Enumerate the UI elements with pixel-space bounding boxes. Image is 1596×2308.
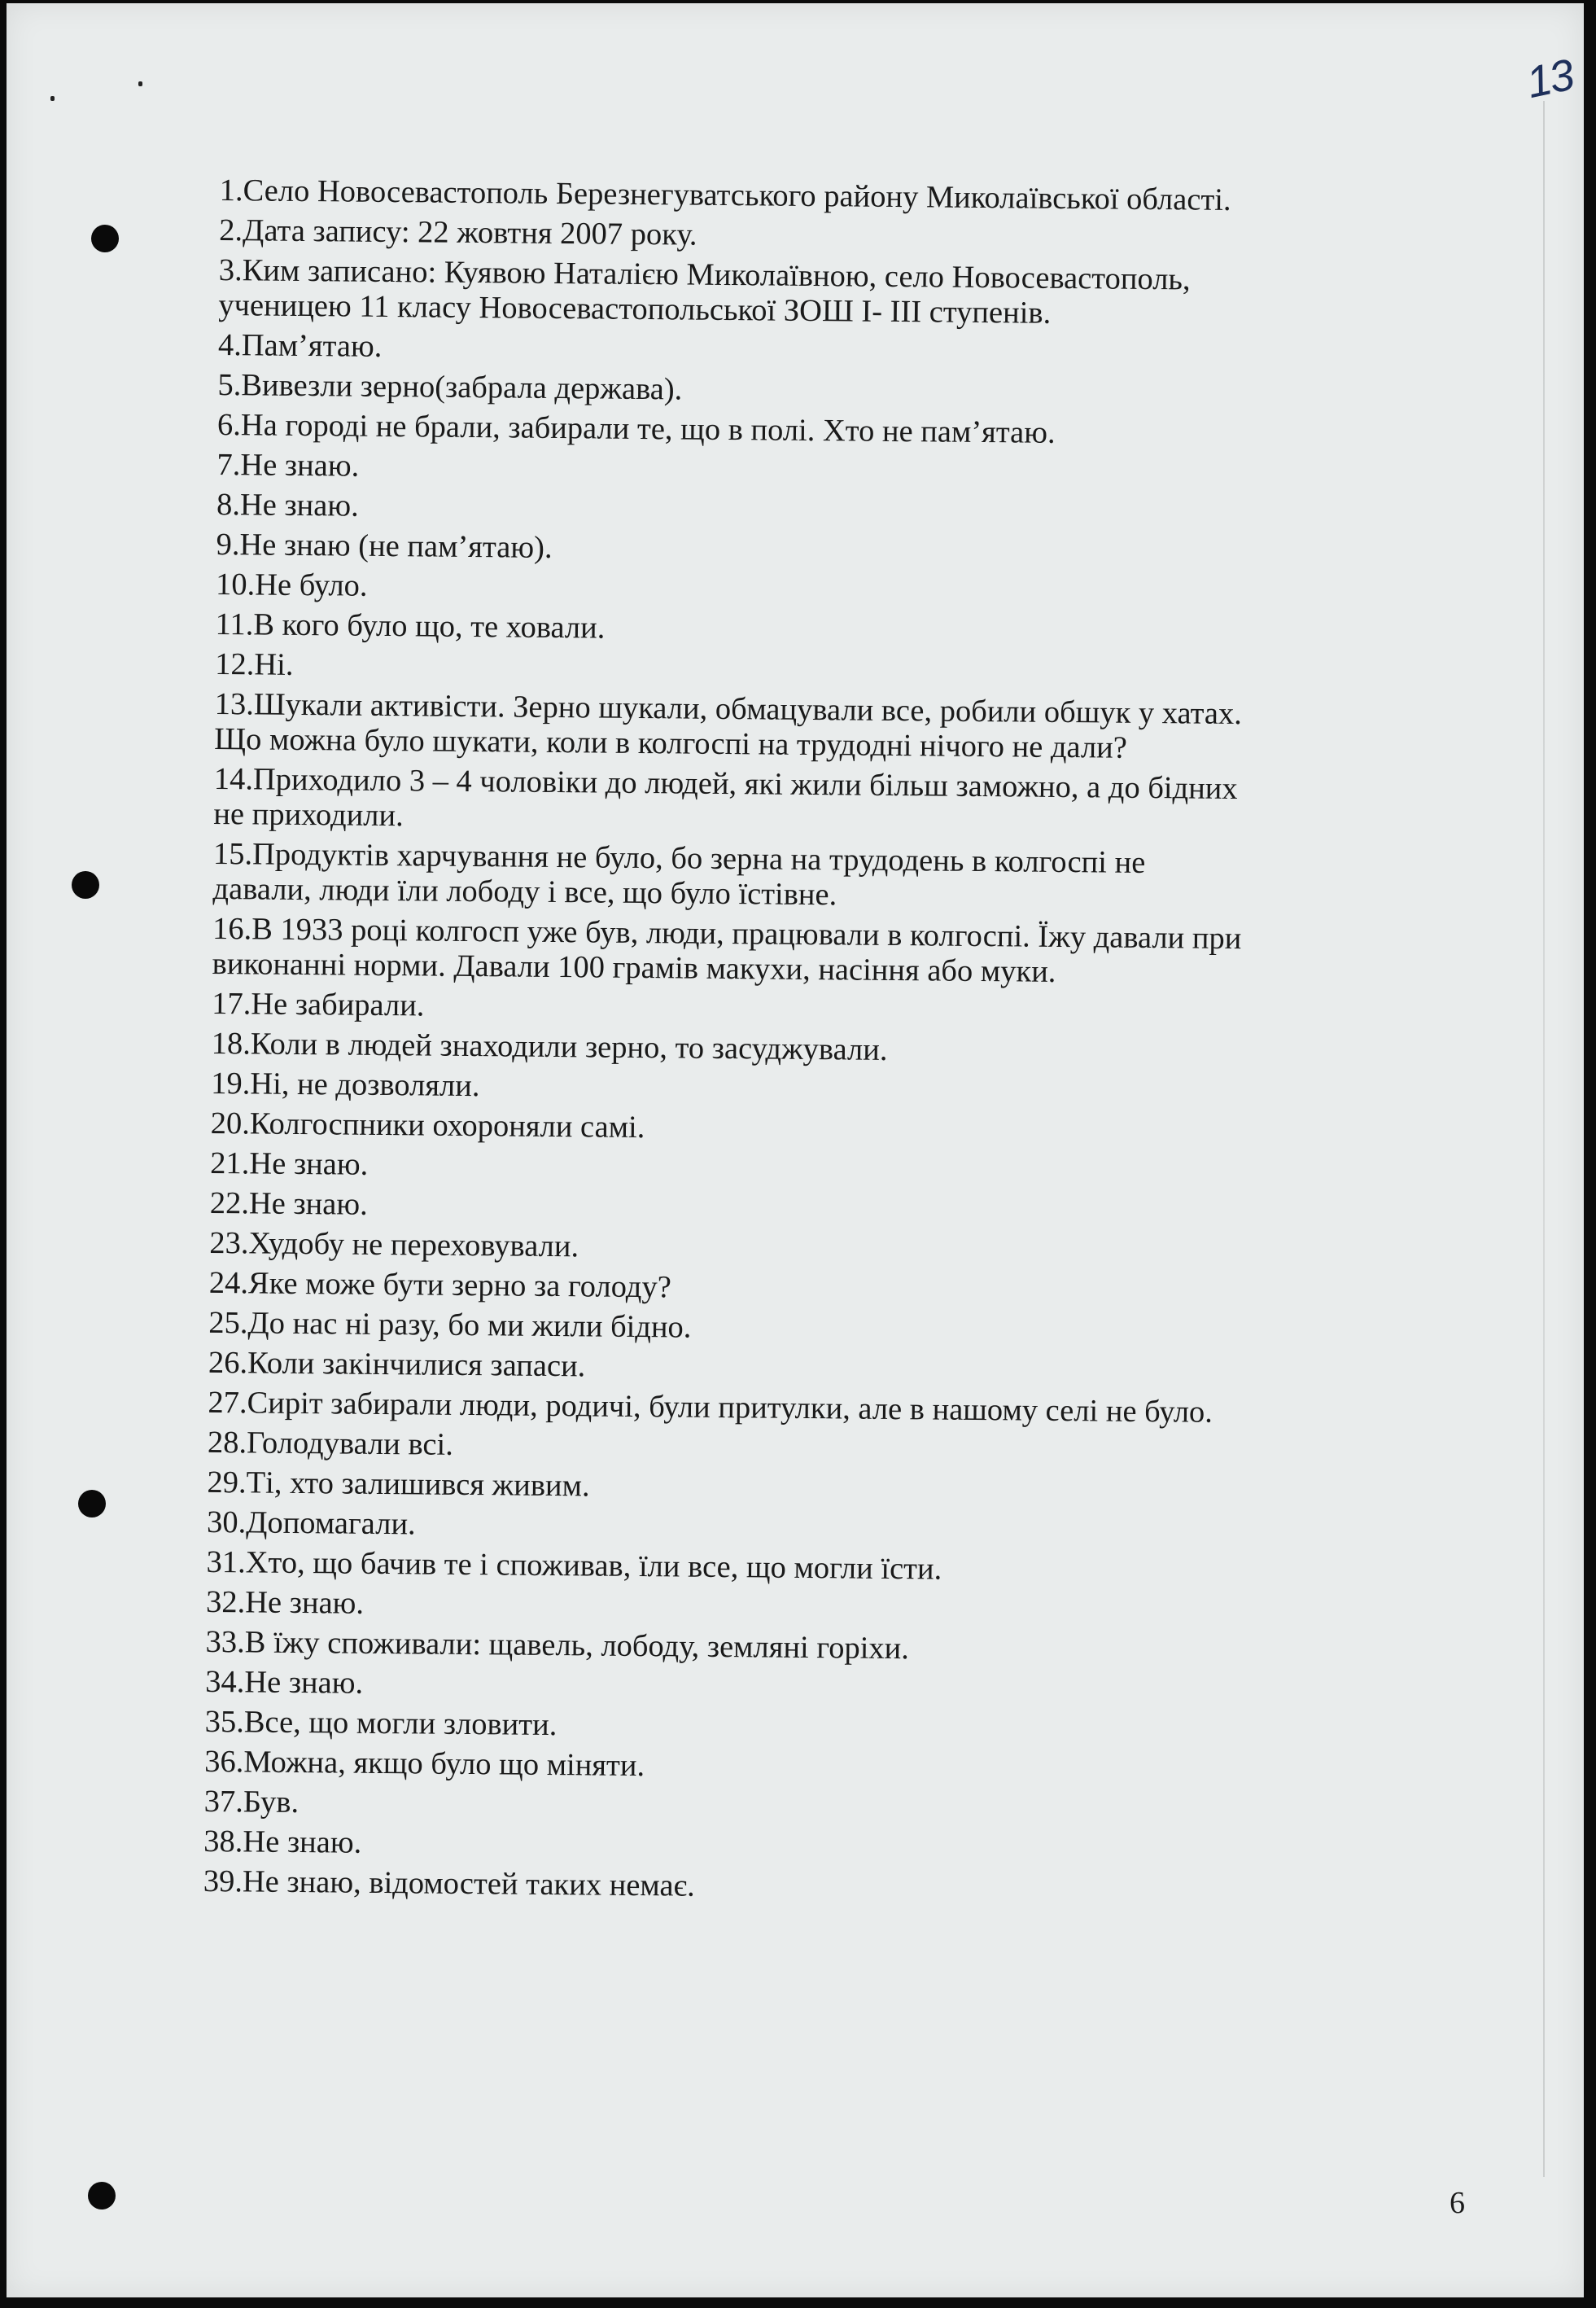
text-line: 14.Приходило 3 – 4 чоловіки до людей, які жили більш заможно, а до бідних (213, 761, 1238, 807)
text-line: 11.В кого було що, те ховали. (215, 607, 606, 646)
speck (50, 96, 55, 101)
punch-hole (91, 225, 119, 252)
text-line: не приходили. (213, 796, 404, 834)
paper-edge (1543, 101, 1545, 2177)
document-body (203, 171, 1481, 1914)
text-line: давали, люди їли лободу і все, що було їстівне. (212, 871, 837, 913)
text-line: 33.В їжу споживали: щавель, лободу, земляні горіхи. (205, 1624, 910, 1666)
text-line: 10.Не було. (215, 567, 368, 603)
document-page (7, 3, 1584, 2297)
text-line: 13.Шукали активісти. Зерно шукали, обмацували все, робили обшук у хатах. (214, 686, 1243, 732)
text-line: 17.Не забирали. (211, 986, 425, 1023)
text-line: 37.Був. (203, 1784, 300, 1820)
punch-hole (88, 2182, 116, 2209)
text-line: 8.Не знаю. (216, 487, 359, 523)
text-line: 26.Коли закінчилися запаси. (208, 1345, 586, 1384)
text-line: 15.Продуктів харчування не було, бо зерна на трудодень в колгоспі не (212, 836, 1146, 880)
text-line: 29.Ті, хто залишився живим. (207, 1465, 590, 1504)
text-line: 21.Не знаю. (210, 1145, 369, 1182)
page-number: 6 (1450, 2186, 1465, 2220)
punch-hole (72, 871, 99, 899)
text-line: 16.В 1933 році колгосп уже був, люди, працювали в колгоспі. Їжу давали при (212, 911, 1242, 957)
text-line: 18.Коли в людей знаходили зерно, то засуджували. (211, 1026, 888, 1067)
text-line: 30.Допомагали. (206, 1504, 416, 1542)
text-line: ученицею 11 класу Новосевастопольської ЗОШ І- ІІІ ступенів. (218, 287, 1052, 331)
text-line: 1.Село Новосевастополь Березнегуватського району Миколаївської області. (219, 173, 1231, 217)
text-line: 31.Хто, що бачив те і споживав, їли все, що могли їсти. (206, 1544, 942, 1587)
text-line: 12.Ні. (214, 646, 294, 682)
text-line: 19.Ні, не дозволяли. (211, 1066, 480, 1104)
text-line: 32.Не знаю. (205, 1584, 365, 1621)
text-line: 4.Пам’ятаю. (217, 327, 383, 364)
punch-hole (78, 1490, 106, 1517)
text-line: 27.Сиріт забирали люди, родичі, були притулки, але в нашому селі не було. (208, 1385, 1213, 1430)
text-line: 9.Не знаю (не пам’ятаю). (216, 527, 553, 565)
text-line: виконанні норми. Давали 100 грамів макухи, насіння або муки. (212, 946, 1056, 989)
speck (138, 81, 142, 86)
text-line: 3.Ким записано: Куявою Наталією Миколаївною, село Новосевастополь, (218, 252, 1191, 297)
text-line: 36.Можна, якщо було що міняти. (204, 1744, 645, 1784)
text-line: 39.Не знаю, відомостей таких немає. (203, 1863, 695, 1903)
text-line: 20.Колгоспники охороняли самі. (210, 1106, 645, 1145)
text-line: Що можна було шукати, коли в колгоспі на трудодні нічого не дали? (214, 721, 1128, 765)
text-line: 35.Все, що могли зловити. (204, 1704, 558, 1743)
text-line: 25.До нас ні разу, бо ми жили бідно. (208, 1305, 692, 1345)
text-line: 2.Дата запису: 22 жовтня 2007 року. (219, 212, 697, 252)
text-line: 5.Вивезли зерно(забрала держава). (217, 367, 683, 407)
text-line: 23.Худобу не переховували. (209, 1225, 579, 1264)
text-line: 7.Не знаю. (216, 447, 360, 484)
text-line: 24.Яке може бути зерно за голоду? (208, 1265, 672, 1305)
text-line: 6.На городі не брали, забирали те, що в полі. Хто не пам’ятаю. (216, 407, 1056, 450)
handwritten-folio-number: 13 (1522, 50, 1577, 108)
text-line: 34.Не знаю. (204, 1664, 364, 1701)
text-line: 38.Не знаю. (203, 1824, 362, 1860)
text-line: 22.Не знаю. (209, 1185, 368, 1222)
text-line: 28.Голодували всі. (207, 1425, 454, 1462)
